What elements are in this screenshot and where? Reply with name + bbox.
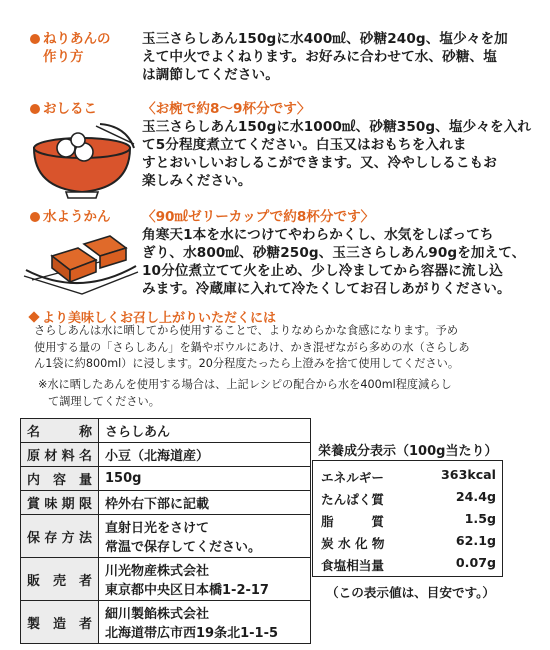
table-row xyxy=(21,443,311,467)
oshiruko-bowl-icon xyxy=(26,118,138,200)
table-row xyxy=(21,515,311,558)
table-row xyxy=(21,467,311,491)
nutrient-value: 24.4g xyxy=(455,489,496,504)
diamond-bullet-icon xyxy=(28,311,39,322)
spec-label: 原材料名 xyxy=(21,443,99,467)
nutrient-name: 食塩相当量 xyxy=(321,558,384,573)
spec-label: 内容量 xyxy=(21,467,99,491)
nutrient-name: エネルギー xyxy=(321,470,384,485)
spec-value: 150g xyxy=(99,467,311,491)
spec-value: さらしあん xyxy=(99,419,311,443)
oshiruko-yield: 〈お椀で約8～9杯分です〉 xyxy=(142,101,311,117)
table-row xyxy=(21,601,311,644)
spec-value: 枠外右下部に記載 xyxy=(99,491,311,515)
tips-heading: より美味しくお召し上がりいただくには xyxy=(30,307,276,326)
nutrient-value: 363kcal xyxy=(441,467,496,482)
spec-value: 細川製餡株式会社 北海道帯広市西19条北1-1-5 xyxy=(99,601,311,644)
nutrient-name: 脂 質 xyxy=(321,514,384,529)
bullet-dot-icon xyxy=(30,212,40,222)
tips-note: ※水に晒したあんを使用する場合は、上記レシピの配合から水を400ml程度減らし て調理してください。 xyxy=(38,378,452,408)
tips-text: さらしあんは水に晒してから使用することで、よりなめらかな食感になります。予め 使用する量の「さらしあん」を鍋やボウルにあけ、かき混ぜながら多めの水（さらしあ ん1袋に約800ml）に浸します。20分程度たったら上澄みを捨て使用してください。 xyxy=(34,324,470,370)
spec-label: 名称 xyxy=(21,419,99,443)
mizuyokan-yield: 〈90㎖ゼリーカップで約8杯分です〉 xyxy=(142,209,375,225)
bullet-dot-icon xyxy=(30,34,40,44)
table-row xyxy=(21,491,311,515)
mizuyokan-instructions: 角寒天1本を水につけてやわらかくし、水気をしぼってち ぎり、水800㎖、砂糖250g、玉三さらしあん90gを加えて、 10分位煮立てて火を止め、少し冷ましてから容器に流し込 みます。冷蔵庫に入れて冷たくしてお召しあがりください。 xyxy=(142,227,526,297)
nutrient-value: 0.07g xyxy=(455,555,496,570)
spec-label: 保存方法 xyxy=(21,515,99,558)
spec-label: 製造者 xyxy=(21,601,99,644)
nutrition-footnote: （この表示値は、目安です。） xyxy=(326,585,496,600)
nutrient-name: たんぱく質 xyxy=(321,492,384,507)
oshiruko-instructions: 玉三さらしあん150gに水1000㎖、砂糖350g、塩少々を入れ て5分程度煮立てください。白玉又はおもちを入れま すとおいしいおしるこができます。又、冷やししるこもお 楽しみください。 xyxy=(142,119,532,189)
neri-heading: ねりあんの 作り方 xyxy=(30,30,111,66)
nutrition-table xyxy=(312,460,503,577)
nutrient-value: 1.5g xyxy=(464,511,496,526)
nutrient-value: 62.1g xyxy=(455,533,496,548)
mizuyokan-plate-icon xyxy=(22,226,140,302)
nutrient-name: 炭 水 化 物 xyxy=(321,536,385,551)
nutrition-title: 栄養成分表示（100g当たり） xyxy=(318,444,498,459)
product-spec-table xyxy=(20,418,311,644)
table-row xyxy=(21,558,311,601)
mizuyokan-heading: 水ようかん xyxy=(30,208,111,226)
spec-label: 賞味期限 xyxy=(21,491,99,515)
spec-label: 販売者 xyxy=(21,558,99,601)
spec-value: 直射日光をさけて 常温で保存してください。 xyxy=(99,515,311,558)
spec-value: 川光物産株式会社 東京都中央区日本橋1-2-17 xyxy=(99,558,311,601)
bullet-dot-icon xyxy=(30,104,40,114)
table-row xyxy=(21,419,311,443)
spec-value: 小豆（北海道産） xyxy=(99,443,311,467)
neri-instructions: 玉三さらしあん150gに水400㎖、砂糖240g、塩少々を加 えて中火でよくねります。お好みに合わせて水、砂糖、塩 は調節してください。 xyxy=(142,31,508,83)
oshiruko-heading: おしるこ xyxy=(30,100,97,118)
